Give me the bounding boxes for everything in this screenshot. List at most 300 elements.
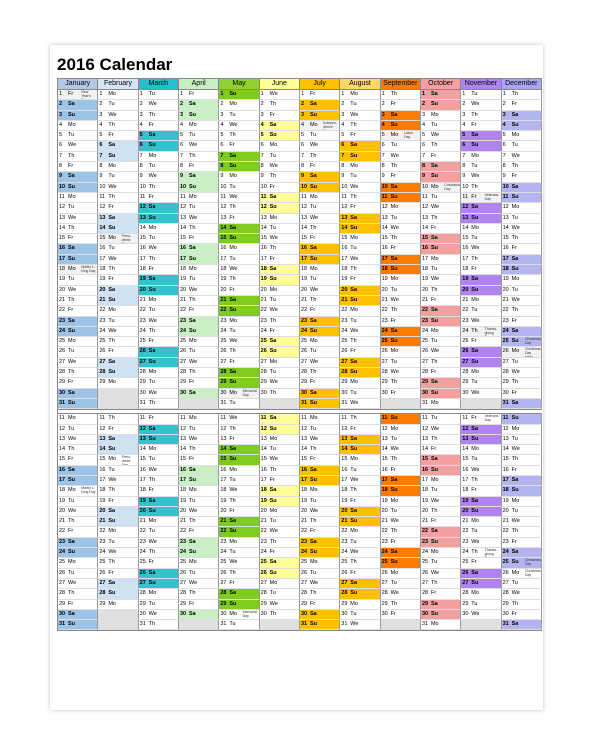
day-cell: 30 We xyxy=(139,389,179,399)
day-cell: 1 Th xyxy=(381,90,421,100)
day-cell: 31 Th xyxy=(139,620,179,630)
day-cell: 22 Tu xyxy=(461,527,501,537)
day-cell: 16 Su xyxy=(421,244,461,254)
day-cell: 2 Sa xyxy=(300,100,340,110)
day-cell xyxy=(381,620,421,630)
day-cell: 18 Mo Martin L. King Day xyxy=(58,486,98,496)
day-row xyxy=(58,414,542,424)
day-cell: 22 Tu xyxy=(461,306,501,316)
day-cell: 11 Tu xyxy=(421,193,461,203)
day-cell: 14 Mo xyxy=(461,445,501,455)
day-cell: 19 Tu xyxy=(300,497,340,507)
day-cell: 11 Fr Veterans Day xyxy=(461,193,501,203)
day-cell: 6 Tu xyxy=(502,141,542,151)
day-cell: 23 Sa xyxy=(58,317,98,327)
day-cell: 22 Fr xyxy=(179,527,219,537)
day-cell: 26 Tu xyxy=(179,347,219,357)
day-cell: 17 We xyxy=(340,476,380,486)
holiday-label: Martin L. King Day xyxy=(81,486,96,495)
day-cell: 21 Mo xyxy=(139,296,179,306)
day-cell: 20 We xyxy=(300,286,340,296)
day-cell: 27 Fr xyxy=(219,579,259,589)
month-header-march: March xyxy=(139,79,179,90)
day-cell: 28 Sa xyxy=(219,589,259,599)
day-row xyxy=(58,172,542,182)
day-cell: 27 Su xyxy=(461,358,501,368)
day-cell: 6 Fr xyxy=(219,141,259,151)
day-cell: 10 Th xyxy=(139,183,179,193)
day-cell: 10 Sa xyxy=(381,183,421,193)
day-cell: 23 Sa xyxy=(179,317,219,327)
day-cell: 17 Su xyxy=(179,476,219,486)
day-cell: 22 We xyxy=(260,527,300,537)
day-cell: 19 Mo xyxy=(381,275,421,285)
day-cell: 23 We xyxy=(139,538,179,548)
day-cell: 21 Th xyxy=(58,517,98,527)
day-cell: 25 Fr xyxy=(139,558,179,568)
day-cell xyxy=(179,399,219,409)
day-cell: 30 Sa xyxy=(300,389,340,399)
day-cell: 9 Tu xyxy=(340,172,380,182)
day-cell: 14 Tu xyxy=(260,445,300,455)
day-cell: 28 We xyxy=(502,589,542,599)
day-cell: 7 Fr xyxy=(421,152,461,162)
day-cell: 23 Th xyxy=(260,538,300,548)
day-cell: 30 Th xyxy=(260,389,300,399)
day-cell: 26 Fr xyxy=(98,569,138,579)
day-cell: 9 Fr xyxy=(502,172,542,182)
day-cell: 11 Mo xyxy=(58,414,98,424)
day-cell: 12 Tu xyxy=(300,203,340,213)
day-cell: 21 We xyxy=(502,517,542,527)
day-cell: 18 Su xyxy=(502,486,542,496)
day-cell: 2 Fr xyxy=(381,100,421,110)
day-cell: 12 Th xyxy=(219,425,259,435)
day-cell: 24 Sa xyxy=(502,548,542,558)
day-cell: 9 Sa xyxy=(300,172,340,182)
day-cell: 25 Fr xyxy=(461,337,501,347)
day-cell: 26 Fr xyxy=(340,569,380,579)
day-cell: 22 Th xyxy=(381,527,421,537)
day-cell: 22 We xyxy=(260,306,300,316)
day-cell: 27 Sa xyxy=(98,358,138,368)
day-cell: 13 We xyxy=(179,214,219,224)
day-cell: 23 Su xyxy=(421,317,461,327)
day-cell: 26 Tu xyxy=(58,347,98,357)
day-cell: 21 Sa xyxy=(219,296,259,306)
day-cell: 23 Sa xyxy=(58,538,98,548)
day-cell: 22 Mo xyxy=(98,306,138,316)
holiday-label: Memorial Day xyxy=(242,388,258,397)
day-cell: 20 We xyxy=(179,507,219,517)
day-cell: 30 We xyxy=(461,610,501,620)
day-cell: 23 Tu xyxy=(340,317,380,327)
day-cell: 28 Su xyxy=(98,589,138,599)
day-cell: 12 Sa xyxy=(461,425,501,435)
day-cell: 28 Mo xyxy=(139,589,179,599)
day-cell: 12 Fr xyxy=(98,203,138,213)
day-cell: 8 Su xyxy=(219,162,259,172)
day-row xyxy=(58,162,542,172)
day-cell: 28 Sa xyxy=(219,368,259,378)
day-cell: 12 Tu xyxy=(300,425,340,435)
day-cell: 12 Tu xyxy=(58,203,98,213)
day-cell: 14 Tu xyxy=(260,224,300,234)
day-cell: 18 Mo Martin L. King Day xyxy=(58,265,98,275)
day-row xyxy=(58,203,542,213)
day-cell: 25 Th xyxy=(340,337,380,347)
day-cell: 25 Su xyxy=(381,337,421,347)
day-row xyxy=(58,296,542,306)
day-cell: 13 Sa xyxy=(98,435,138,445)
day-cell: 5 We xyxy=(421,131,461,141)
day-cell: 24 Fr xyxy=(260,548,300,558)
day-cell: 29 Mo xyxy=(340,378,380,388)
day-cell: 15 Sa xyxy=(421,455,461,465)
day-cell: 28 Su xyxy=(340,589,380,599)
day-row xyxy=(58,183,542,193)
day-cell: 7 Sa xyxy=(219,152,259,162)
day-cell: 4 Sa xyxy=(260,121,300,131)
day-cell: 21 Su xyxy=(340,296,380,306)
day-cell: 16 Mo xyxy=(219,244,259,254)
day-cell: 30 Fr xyxy=(381,389,421,399)
day-cell: 12 Mo xyxy=(502,425,542,435)
day-cell: 3 Mo xyxy=(421,111,461,121)
day-cell: 19 Fr xyxy=(98,497,138,507)
day-cell: 7 Th xyxy=(300,152,340,162)
day-cell: 1 Mo xyxy=(340,90,380,100)
day-cell: 14 Mo xyxy=(139,445,179,455)
day-cell: 11 Mo xyxy=(179,414,219,424)
day-cell: 17 Sa xyxy=(381,476,421,486)
day-cell: 1 Su xyxy=(219,90,259,100)
calendar-grid xyxy=(57,78,542,631)
day-cell: 11 Mo xyxy=(58,193,98,203)
day-cell: 18 Fr xyxy=(139,486,179,496)
day-cell: 22 Su xyxy=(219,527,259,537)
day-cell: 3 Su xyxy=(58,111,98,121)
day-cell: 16 We xyxy=(461,466,501,476)
day-cell: 24 Su xyxy=(58,327,98,337)
day-row xyxy=(58,141,542,151)
day-cell: 17 Su xyxy=(179,255,219,265)
day-cell: 31 Th xyxy=(139,399,179,409)
day-cell: 8 Fr xyxy=(300,162,340,172)
day-row xyxy=(58,600,542,610)
day-cell: 11 Fr xyxy=(139,414,179,424)
day-cell: 5 Fr xyxy=(98,131,138,141)
day-cell: 12 Fr xyxy=(98,425,138,435)
day-cell: 24 We xyxy=(98,548,138,558)
day-row xyxy=(58,445,542,455)
day-cell xyxy=(98,620,138,630)
day-cell: 25 Su Christmas Day xyxy=(502,558,542,568)
day-cell: 10 Mo Columbus Day xyxy=(421,183,461,193)
day-cell: 16 We xyxy=(139,244,179,254)
day-cell: 5 Tu xyxy=(58,131,98,141)
day-cell: 15 Fr xyxy=(300,455,340,465)
day-cell: 24 Th xyxy=(139,548,179,558)
day-cell: 17 We xyxy=(98,476,138,486)
day-cell: 12 Mo xyxy=(381,203,421,213)
day-cell: 22 Mo xyxy=(340,527,380,537)
day-cell: 14 Th xyxy=(179,445,219,455)
day-cell: 17 Th xyxy=(461,476,501,486)
day-cell: 9 Sa xyxy=(179,172,219,182)
day-cell: 10 Su xyxy=(58,183,98,193)
day-cell: 25 Th xyxy=(98,558,138,568)
day-row xyxy=(58,466,542,476)
month-header-october: October xyxy=(421,79,461,90)
month-header-november: November xyxy=(461,79,501,90)
day-cell: 24 We xyxy=(98,327,138,337)
day-cell: 22 Fr xyxy=(58,306,98,316)
day-cell: 18 Th xyxy=(340,486,380,496)
day-cell: 24 Sa xyxy=(381,327,421,337)
day-cell: 25 Mo xyxy=(300,558,340,568)
day-cell xyxy=(461,399,501,409)
day-cell: 29 Th xyxy=(502,378,542,388)
day-cell: 12 We xyxy=(421,203,461,213)
day-cell: 14 Fr xyxy=(421,224,461,234)
day-cell: 20 Tu xyxy=(381,507,421,517)
day-cell: 24 Su xyxy=(300,327,340,337)
day-cell: 21 Fr xyxy=(421,517,461,527)
day-cell: 10 Su xyxy=(179,183,219,193)
day-cell: 12 Sa xyxy=(139,425,179,435)
day-cell: 29 We xyxy=(260,600,300,610)
day-row xyxy=(58,214,542,224)
day-cell: 20 Sa xyxy=(98,507,138,517)
day-cell: 5 Sa xyxy=(139,131,179,141)
day-cell: 11 Th xyxy=(98,193,138,203)
day-cell: 9 Fr xyxy=(381,172,421,182)
day-cell: 1 Th xyxy=(502,90,542,100)
day-cell: 20 Tu xyxy=(502,286,542,296)
day-cell: 30 Mo Memorial Day xyxy=(219,389,259,399)
day-cell: 29 Tu xyxy=(461,600,501,610)
day-cell: 5 Fr xyxy=(340,131,380,141)
day-cell: 15 Su xyxy=(219,234,259,244)
month-header-december: December xyxy=(502,79,542,90)
day-cell: 27 We xyxy=(179,358,219,368)
day-cell: 11 Sa xyxy=(260,193,300,203)
day-cell: 15 Mo xyxy=(340,234,380,244)
month-header-september: September xyxy=(381,79,421,90)
day-cell: 12 Tu xyxy=(179,425,219,435)
day-cell: 2 Tu xyxy=(98,100,138,110)
day-cell: 17 Su xyxy=(300,255,340,265)
day-cell: 16 Fr xyxy=(381,244,421,254)
day-cell: 12 Tu xyxy=(58,425,98,435)
day-row xyxy=(58,255,542,265)
day-cell: 14 Su xyxy=(98,224,138,234)
day-cell: 12 Tu xyxy=(179,203,219,213)
day-cell: 24 Th Thanks-giving Day xyxy=(461,548,501,558)
day-cell: 30 Sa xyxy=(58,389,98,399)
day-cell: 13 Fr xyxy=(219,435,259,445)
day-cell: 28 Su xyxy=(98,368,138,378)
day-cell: 14 Su xyxy=(340,224,380,234)
day-cell: 21 Sa xyxy=(219,517,259,527)
day-cell: 8 Tu xyxy=(139,162,179,172)
day-cell: 20 We xyxy=(58,286,98,296)
day-cell: 25 Fr xyxy=(139,337,179,347)
day-cell: 15 Su xyxy=(219,455,259,465)
day-cell: 13 We xyxy=(300,435,340,445)
day-cell: 8 Mo xyxy=(98,162,138,172)
day-cell: 17 Su xyxy=(300,476,340,486)
day-cell: 18 Th xyxy=(98,265,138,275)
day-cell: 3 Su xyxy=(179,111,219,121)
day-cell: 22 Tu xyxy=(139,527,179,537)
day-cell: 15 Tu xyxy=(139,455,179,465)
day-cell: 1 We xyxy=(260,90,300,100)
day-cell: 24 We xyxy=(340,548,380,558)
day-cell: 28 We xyxy=(502,368,542,378)
day-cell: 14 Fr xyxy=(421,445,461,455)
day-cell: 7 Mo xyxy=(461,152,501,162)
day-cell: 22 Th xyxy=(381,306,421,316)
holiday-label: Christmas Day xyxy=(524,558,541,567)
day-cell: 12 Sa xyxy=(461,203,501,213)
day-cell: 17 Su xyxy=(58,476,98,486)
day-row xyxy=(58,317,542,327)
day-cell: 21 Th xyxy=(300,296,340,306)
day-cell: 25 Su xyxy=(381,558,421,568)
day-cell: 17 Mo xyxy=(421,476,461,486)
day-cell: 27 Tu xyxy=(502,579,542,589)
day-cell: 19 Tu xyxy=(58,275,98,285)
day-cell: 15 Mo Presi-dents' Day xyxy=(98,455,138,465)
day-cell: 31 Sa xyxy=(502,399,542,409)
day-cell: 16 Sa xyxy=(58,244,98,254)
day-cell: 11 Tu xyxy=(421,414,461,424)
day-row xyxy=(58,121,542,131)
day-row xyxy=(58,306,542,316)
day-cell: 24 Su xyxy=(179,327,219,337)
day-row xyxy=(58,337,542,347)
day-cell: 25 Mo xyxy=(179,337,219,347)
day-cell: 6 Sa xyxy=(98,141,138,151)
day-cell xyxy=(179,620,219,630)
day-cell: 30 Sa xyxy=(300,610,340,620)
day-cell: 26 We xyxy=(421,569,461,579)
day-cell: 29 Mo xyxy=(98,378,138,388)
day-cell: 25 We xyxy=(219,337,259,347)
month-header-august: August xyxy=(340,79,380,90)
day-cell: 10 Fr xyxy=(260,183,300,193)
day-cell: 25 Fr xyxy=(461,558,501,568)
day-cell: 1 Fr New Year's Day xyxy=(58,90,98,100)
day-cell: 17 Mo xyxy=(421,255,461,265)
day-cell: 30 Tu xyxy=(340,389,380,399)
holiday-label: Martin L. King Day xyxy=(81,265,96,274)
day-cell: 21 Fr xyxy=(421,296,461,306)
day-cell: 25 Tu xyxy=(421,337,461,347)
day-cell: 4 Th xyxy=(340,121,380,131)
day-cell: 27 We xyxy=(58,579,98,589)
day-cell: 5 Sa xyxy=(461,131,501,141)
day-cell: 19 Sa xyxy=(139,497,179,507)
day-cell: 12 Mo xyxy=(502,203,542,213)
day-cell: 30 We xyxy=(461,389,501,399)
calendar-block xyxy=(58,90,542,410)
day-cell: 24 Su xyxy=(179,548,219,558)
day-cell: 25 Sa xyxy=(260,337,300,347)
day-cell: 22 Sa xyxy=(421,306,461,316)
day-cell: 31 We xyxy=(340,399,380,409)
day-row xyxy=(58,389,542,399)
day-cell: 18 Fr xyxy=(461,486,501,496)
holiday-label: Christmas Day xyxy=(524,337,541,346)
day-cell: 4 Mo xyxy=(58,121,98,131)
day-cell: 29 Su xyxy=(219,600,259,610)
day-cell: 29 Fr xyxy=(179,600,219,610)
day-cell: 29 Sa xyxy=(421,600,461,610)
day-cell: 20 Tu xyxy=(381,286,421,296)
day-cell: 25 Mo xyxy=(58,558,98,568)
day-cell: 18 Fr xyxy=(461,265,501,275)
day-cell: 28 Th xyxy=(58,368,98,378)
day-cell: 21 Th xyxy=(179,296,219,306)
day-cell: 20 Sa xyxy=(98,286,138,296)
day-cell: 20 Su xyxy=(461,507,501,517)
day-cell: 19 Fr xyxy=(340,275,380,285)
day-cell: 21 Tu xyxy=(260,296,300,306)
day-cell: 19 Sa xyxy=(139,275,179,285)
day-cell: 13 Mo xyxy=(260,214,300,224)
day-cell: 16 Sa xyxy=(179,466,219,476)
day-cell: 19 Fr xyxy=(340,497,380,507)
day-cell: 11 Fr xyxy=(139,193,179,203)
day-cell: 26 We xyxy=(421,347,461,357)
day-cell: 20 Su xyxy=(139,507,179,517)
day-cell: 26 Tu xyxy=(179,569,219,579)
day-cell: 29 Mo xyxy=(98,600,138,610)
day-cell: 28 Th xyxy=(179,589,219,599)
day-cell: 14 Th xyxy=(179,224,219,234)
day-cell: 31 We xyxy=(340,620,380,630)
day-cell: 5 Tu xyxy=(179,131,219,141)
day-cell: 18 Mo xyxy=(300,486,340,496)
day-cell: 3 Th xyxy=(461,111,501,121)
day-cell: 22 Mo xyxy=(98,527,138,537)
day-cell: 18 Mo xyxy=(179,265,219,275)
day-cell: 28 Th xyxy=(58,589,98,599)
day-cell: 13 Tu xyxy=(502,435,542,445)
day-cell: 27 Mo xyxy=(260,579,300,589)
day-cell: 3 Sa xyxy=(502,111,542,121)
day-cell xyxy=(381,399,421,409)
day-cell: 3 We xyxy=(340,111,380,121)
day-cell: 4 Tu xyxy=(421,121,461,131)
day-cell: 16 Tu xyxy=(98,466,138,476)
day-cell: 18 Mo xyxy=(300,265,340,275)
day-cell: 29 Fr xyxy=(300,378,340,388)
day-cell: 5 Tu xyxy=(300,131,340,141)
day-cell: 6 Mo xyxy=(260,141,300,151)
month-header-february: February xyxy=(98,79,138,90)
day-row xyxy=(58,558,542,568)
day-cell: 20 Mo xyxy=(260,507,300,517)
day-cell: 18 Su xyxy=(381,265,421,275)
day-cell: 22 Fr xyxy=(300,306,340,316)
day-row xyxy=(58,476,542,486)
day-row xyxy=(58,368,542,378)
day-cell: 16 Su xyxy=(421,466,461,476)
